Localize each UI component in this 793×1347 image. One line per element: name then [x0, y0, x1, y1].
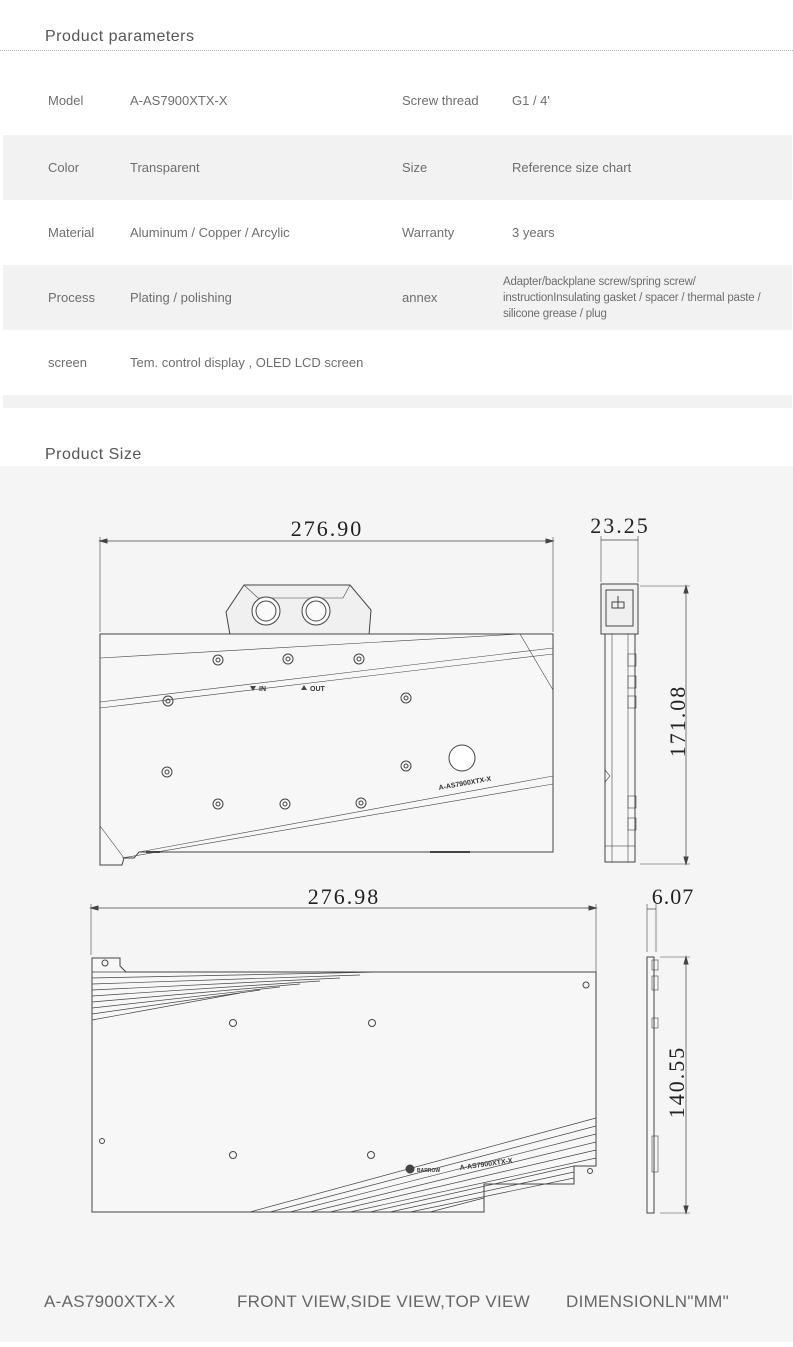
- side-height-dim: 171.08: [665, 684, 690, 758]
- param-label: Process: [48, 290, 95, 305]
- param-value: Reference size chart: [512, 160, 632, 175]
- param-label: Screw thread: [402, 93, 479, 108]
- param-row-material: [3, 200, 792, 265]
- footer-model: A-AS7900XTX-X: [44, 1292, 176, 1311]
- param-value: 3 years: [512, 225, 555, 240]
- param-label: Color: [48, 160, 80, 175]
- param-value: A-AS7900XTX-X: [130, 93, 228, 108]
- params-title-divider: [0, 50, 793, 51]
- param-row-screen: [3, 330, 792, 395]
- front-width-dim: 276.90: [290, 516, 364, 541]
- back-model-label: A-AS7900XTX-X: [459, 1157, 514, 1172]
- back-brand-label: BARROW: [417, 1168, 441, 1174]
- param-value: [512, 330, 772, 395]
- front-model-label: A-AS7900XTX-X: [438, 775, 492, 792]
- in-label: IN: [259, 686, 266, 693]
- footer-dimension: DIMENSIONLN"MM": [566, 1292, 729, 1311]
- params-table: [3, 60, 792, 408]
- dimension-drawing: [0, 466, 793, 1342]
- param-row-process: [3, 265, 792, 330]
- side-thickness-dim: 23.25: [590, 513, 650, 538]
- param-value: Aluminum / Copper / Arcylic: [130, 225, 290, 240]
- top-thickness-dim: 6.07: [651, 884, 695, 909]
- param-row-color: [3, 135, 792, 200]
- footer-views: FRONT VIEW,SIDE VIEW,TOP VIEW: [237, 1292, 531, 1311]
- size-section-title: Product Size: [45, 446, 142, 463]
- param-value: Adapter/backplane screw/spring screw/ instructionInsulating gasket / spacer / thermal paste / silicone grease / plug: [503, 275, 761, 320]
- param-label: Size: [402, 160, 428, 175]
- param-label: screen: [48, 355, 88, 370]
- back-view: [91, 904, 596, 1212]
- back-width-dim: 276.98: [307, 884, 381, 909]
- size-drawing-area: [0, 466, 793, 1342]
- param-label: Warranty: [402, 225, 455, 240]
- out-label: OUT: [310, 686, 325, 693]
- front-view: [100, 537, 553, 865]
- params-section-title: Product parameters: [45, 28, 195, 45]
- top-height-dim: 140.55: [664, 1045, 689, 1119]
- param-value: Tem. control display , OLED LCD screen: [130, 355, 364, 370]
- param-label: annex: [402, 290, 438, 305]
- param-value: Plating / polishing: [130, 290, 232, 305]
- param-row-model: [3, 68, 792, 133]
- param-value: G1 / 4': [512, 93, 550, 108]
- param-label: Model: [48, 93, 84, 108]
- params-bottom-band: [3, 395, 792, 408]
- param-value: Transparent: [130, 160, 200, 175]
- param-label: Material: [48, 225, 95, 240]
